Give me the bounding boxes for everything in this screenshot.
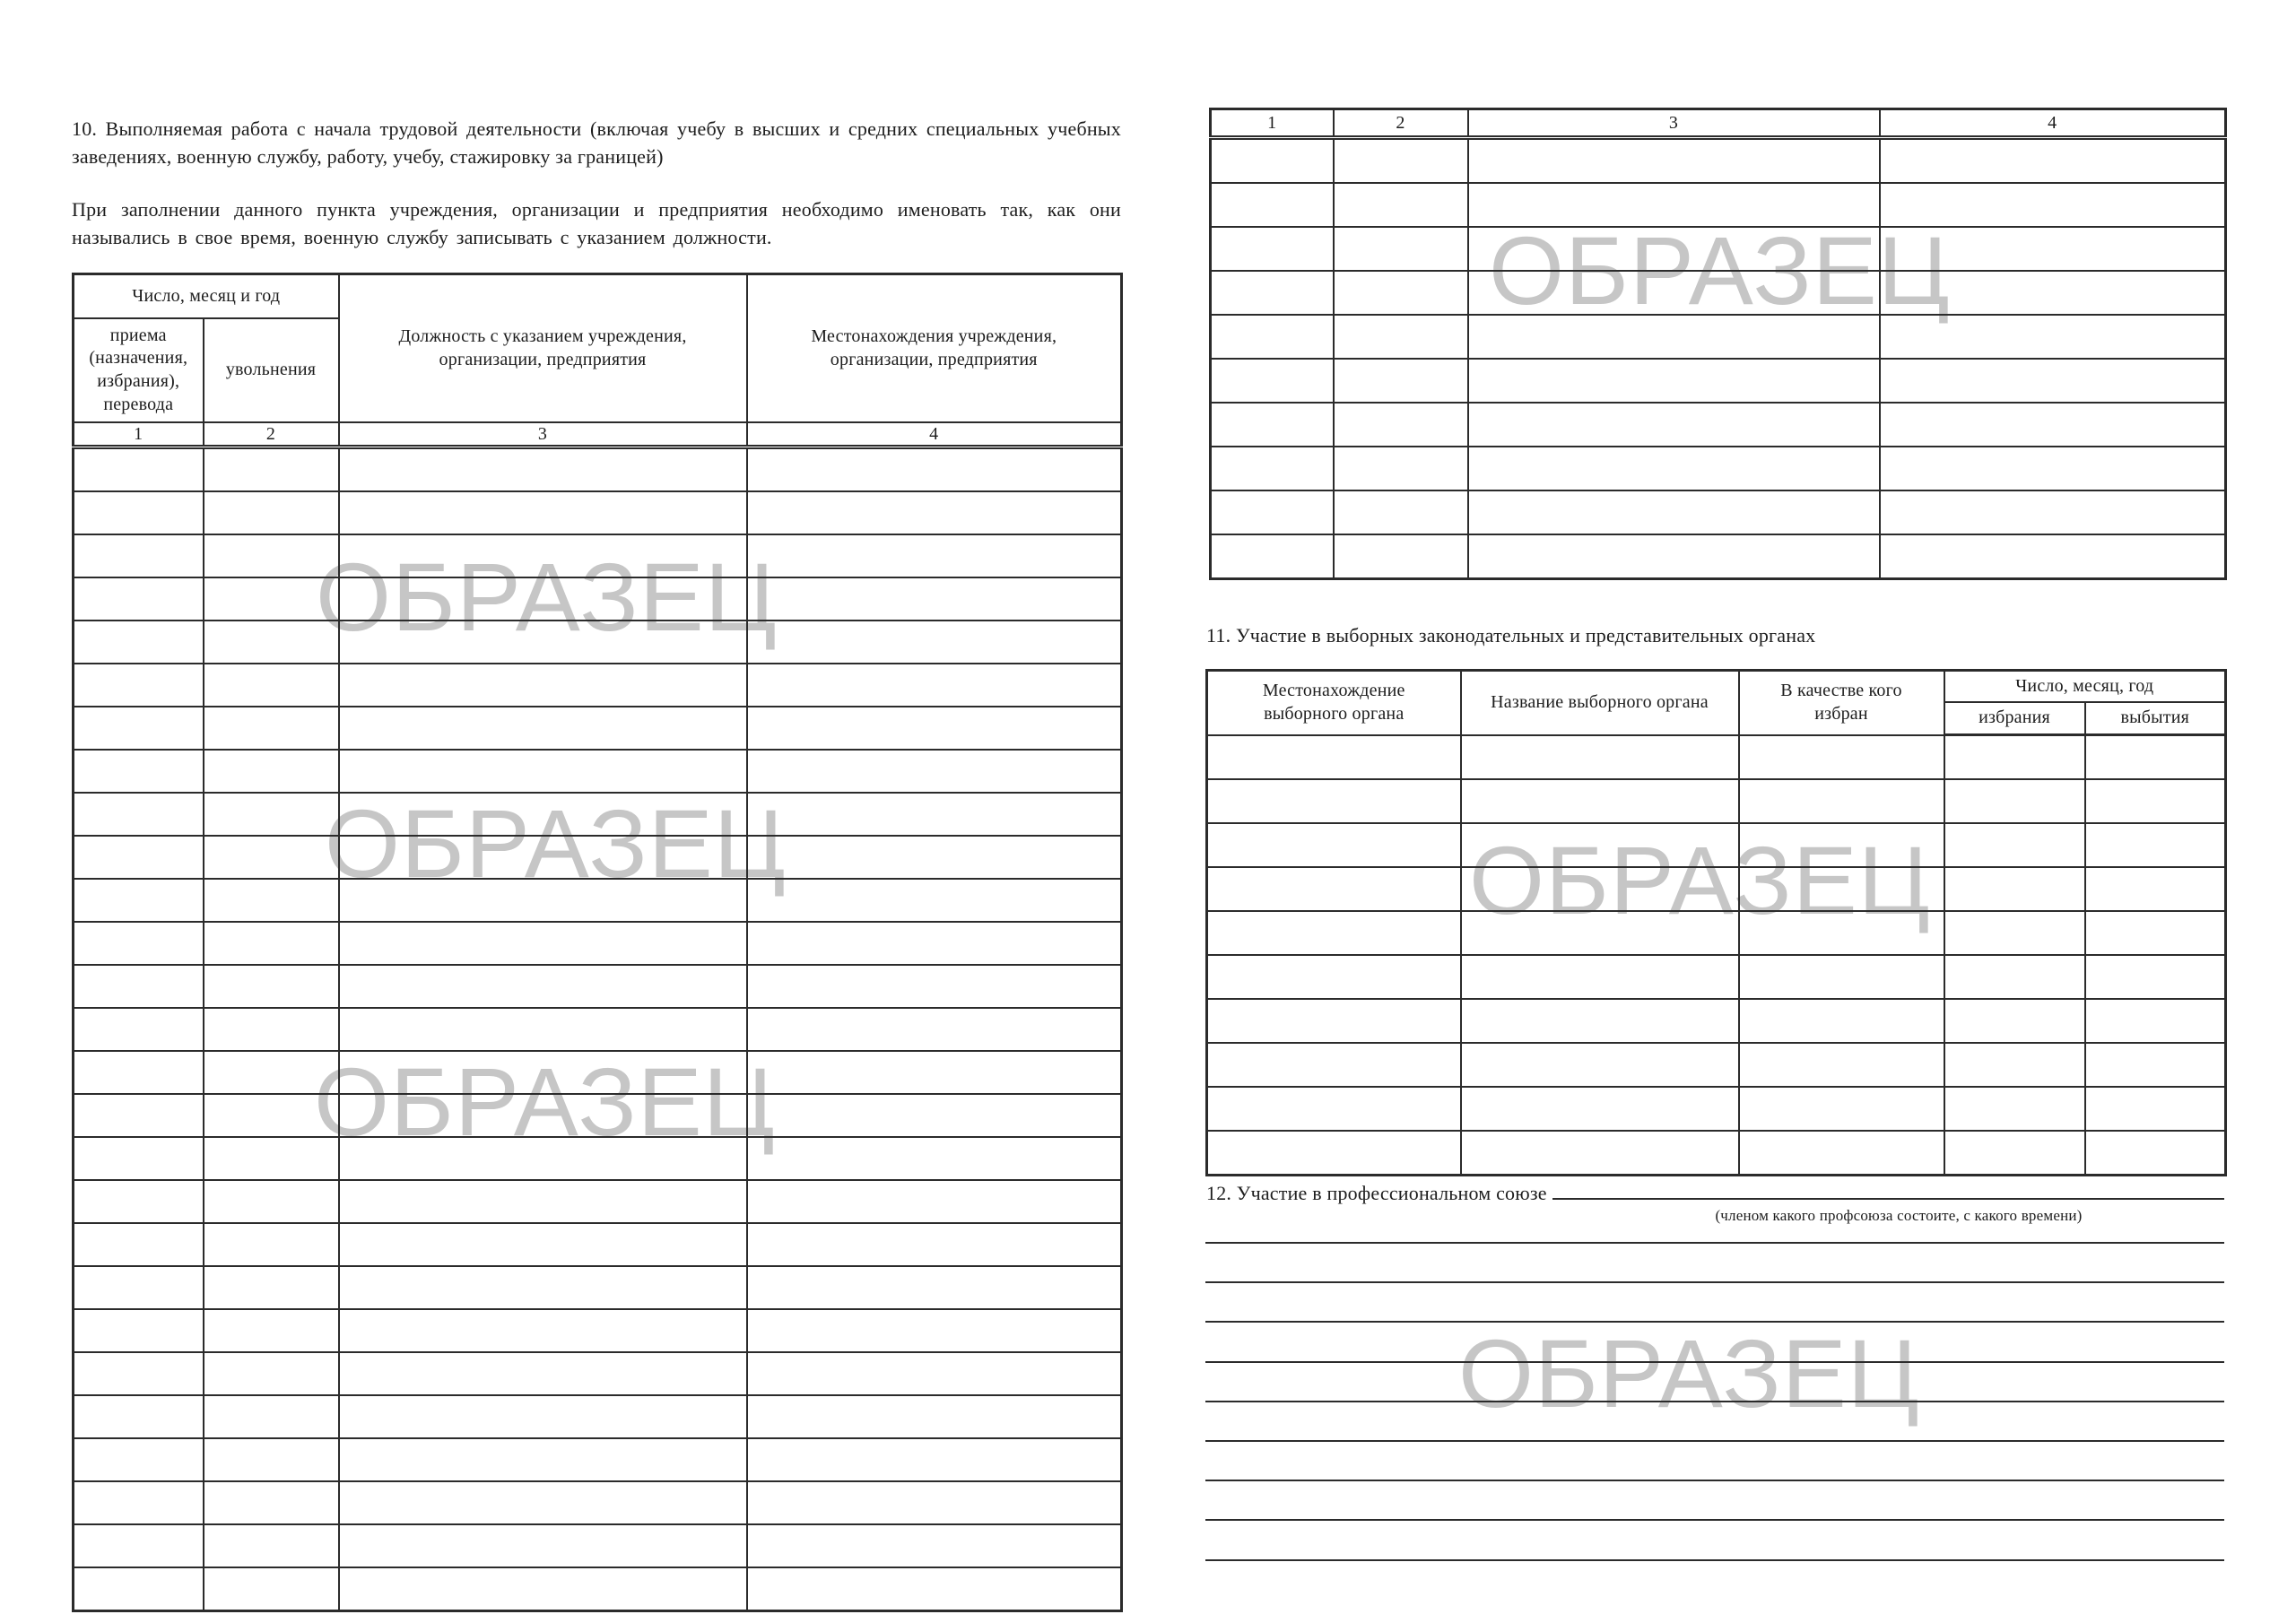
empty-cell <box>1944 955 2085 999</box>
empty-row <box>1207 823 2226 867</box>
column-header-hire-date: приема (назначения, избрания), перевода <box>74 318 204 422</box>
empty-row <box>1211 315 2226 359</box>
column-number: 3 <box>1468 109 1880 138</box>
column-number: 4 <box>1880 109 2226 138</box>
column-number-row <box>74 422 1122 447</box>
empty-cell <box>1334 183 1468 227</box>
empty-cell <box>339 1309 747 1352</box>
empty-cell <box>747 707 1122 750</box>
section12-title: 12. Участие в профессиональном союзе <box>1206 1182 1547 1204</box>
empty-cell <box>1461 955 1739 999</box>
empty-cell <box>1211 534 1334 579</box>
empty-cell <box>204 1395 339 1438</box>
empty-row <box>74 534 1122 577</box>
empty-cell <box>74 879 204 922</box>
empty-cell <box>1468 534 1880 579</box>
empty-cell <box>204 447 339 492</box>
empty-row <box>1207 867 2226 911</box>
empty-row <box>74 793 1122 836</box>
empty-cell <box>74 1266 204 1309</box>
empty-cell <box>74 1395 204 1438</box>
section10-instruction-paragraph: При заполнении данного пункта учреждения, организации и предприятия необходимо именовать так, как они назывались в свое время, военную службу записывать с указанием должности. <box>72 198 1121 248</box>
empty-cell <box>1461 779 1739 823</box>
empty-cell <box>1468 183 1880 227</box>
empty-cell <box>2085 1043 2226 1087</box>
empty-cell <box>747 1094 1122 1137</box>
empty-cell <box>339 1094 747 1137</box>
empty-cell <box>1944 1131 2085 1176</box>
empty-cell <box>74 621 204 664</box>
empty-cell <box>204 1352 339 1395</box>
empty-cell <box>1211 490 1334 534</box>
empty-cell <box>747 793 1122 836</box>
empty-cell <box>339 793 747 836</box>
empty-row <box>74 1137 1122 1180</box>
empty-cell <box>339 1524 747 1567</box>
empty-cell <box>204 1051 339 1094</box>
empty-cell <box>1944 867 2085 911</box>
empty-cell <box>1880 403 2226 447</box>
empty-cell <box>2085 823 2226 867</box>
empty-cell <box>1207 911 1461 955</box>
empty-cell <box>747 1352 1122 1395</box>
empty-cell <box>74 793 204 836</box>
empty-cell <box>74 922 204 965</box>
empty-cell <box>339 707 747 750</box>
empty-row <box>1207 779 2226 823</box>
empty-cell <box>1211 271 1334 315</box>
empty-cell <box>339 1137 747 1180</box>
empty-cell <box>1468 490 1880 534</box>
empty-cell <box>1334 403 1468 447</box>
empty-cell <box>74 1524 204 1567</box>
empty-row <box>1211 183 2226 227</box>
empty-row <box>74 1008 1122 1051</box>
empty-cell <box>1207 823 1461 867</box>
empty-cell <box>204 1180 339 1223</box>
empty-row <box>1211 403 2226 447</box>
empty-row <box>74 491 1122 534</box>
empty-cell <box>2085 779 2226 823</box>
empty-row <box>74 1395 1122 1438</box>
empty-cell <box>204 534 339 577</box>
empty-cell <box>747 922 1122 965</box>
work-history-table <box>72 273 1123 1612</box>
section12-hint: (членом какого профсоюза состоите, с какого времени) <box>1715 1207 2083 1224</box>
empty-row <box>74 621 1122 664</box>
empty-cell <box>747 879 1122 922</box>
column-header-departure-date: выбытия <box>2085 702 2226 735</box>
empty-cell <box>2085 955 2226 999</box>
empty-cell <box>1334 138 1468 184</box>
empty-cell <box>747 1266 1122 1309</box>
section12-title-row <box>1206 1176 2224 1205</box>
empty-cell <box>204 1008 339 1051</box>
empty-cell <box>339 621 747 664</box>
empty-row <box>74 1481 1122 1524</box>
empty-cell <box>74 1309 204 1352</box>
empty-cell <box>1880 227 2226 271</box>
empty-row <box>1207 1131 2226 1176</box>
empty-cell <box>204 707 339 750</box>
empty-cell <box>339 1051 747 1094</box>
empty-cell <box>1468 403 1880 447</box>
empty-row <box>74 1438 1122 1481</box>
empty-cell <box>204 879 339 922</box>
empty-row <box>74 664 1122 707</box>
empty-cell <box>339 1395 747 1438</box>
empty-row <box>74 750 1122 793</box>
column-header-location: Местонахождения учреждения, организации, предприятия <box>747 274 1122 423</box>
empty-cell <box>204 577 339 621</box>
empty-cell <box>1739 1087 1944 1131</box>
work-history-continuation-table <box>1209 108 2227 580</box>
blank-write-line <box>1205 1321 2224 1360</box>
empty-cell <box>204 1223 339 1266</box>
empty-cell <box>339 1567 747 1611</box>
empty-cell <box>204 621 339 664</box>
empty-row <box>74 1352 1122 1395</box>
blank-write-line <box>1205 1242 2224 1281</box>
blank-write-line <box>1205 1480 2224 1519</box>
empty-row <box>74 1094 1122 1137</box>
empty-cell <box>74 1094 204 1137</box>
column-number: 3 <box>339 422 747 447</box>
empty-cell <box>747 491 1122 534</box>
column-header-elected-as: В качестве кого избран <box>1739 671 1944 735</box>
column-number: 1 <box>74 422 204 447</box>
column-number: 4 <box>747 422 1122 447</box>
empty-cell <box>204 1524 339 1567</box>
empty-cell <box>74 1008 204 1051</box>
empty-cell <box>204 922 339 965</box>
empty-cell <box>339 1223 747 1266</box>
empty-cell <box>204 793 339 836</box>
empty-cell <box>2085 1131 2226 1176</box>
empty-cell <box>204 1567 339 1611</box>
column-header-date-group: Число, месяц, год <box>1944 671 2226 703</box>
empty-cell <box>2085 867 2226 911</box>
empty-cell <box>1944 779 2085 823</box>
empty-cell <box>1461 1043 1739 1087</box>
column-header-position: Должность с указанием учреждения, организации, предприятия <box>339 274 747 423</box>
empty-cell <box>1211 315 1334 359</box>
empty-cell <box>1739 867 1944 911</box>
empty-cell <box>1211 359 1334 403</box>
empty-cell <box>339 1180 747 1223</box>
empty-cell <box>1207 735 1461 780</box>
empty-cell <box>1944 1087 2085 1131</box>
empty-cell <box>1334 359 1468 403</box>
empty-cell <box>1468 138 1880 184</box>
empty-cell <box>1739 955 1944 999</box>
empty-cell <box>204 836 339 879</box>
empty-cell <box>747 1438 1122 1481</box>
empty-cell <box>747 534 1122 577</box>
empty-row <box>1207 735 2226 780</box>
blank-write-line <box>1205 1559 2224 1599</box>
empty-cell <box>2085 999 2226 1043</box>
empty-row <box>74 1567 1122 1611</box>
empty-cell <box>339 1008 747 1051</box>
empty-row <box>1211 138 2226 184</box>
empty-cell <box>1739 999 1944 1043</box>
empty-cell <box>747 1137 1122 1180</box>
empty-row <box>74 1309 1122 1352</box>
empty-row <box>74 577 1122 621</box>
empty-cell <box>1207 1043 1461 1087</box>
empty-cell <box>747 577 1122 621</box>
empty-row <box>74 707 1122 750</box>
elected-bodies-table <box>1205 669 2227 1176</box>
empty-cell <box>1334 534 1468 579</box>
obrazec-watermark: ОБРАЗЕЦ <box>1458 1319 1920 1428</box>
obrazec-watermark: ОБРАЗЕЦ <box>325 789 787 898</box>
empty-row <box>1207 1043 2226 1087</box>
empty-row <box>74 1223 1122 1266</box>
column-number-row <box>1211 109 2226 138</box>
empty-cell <box>339 750 747 793</box>
empty-row <box>1211 359 2226 403</box>
empty-cell <box>1739 1131 1944 1176</box>
header-row-group <box>74 274 1122 319</box>
empty-row <box>1207 1087 2226 1131</box>
empty-cell <box>1880 183 2226 227</box>
empty-cell <box>74 965 204 1008</box>
blank-write-line <box>1205 1361 2224 1401</box>
empty-cell <box>74 664 204 707</box>
empty-cell <box>747 1309 1122 1352</box>
empty-cell <box>204 1309 339 1352</box>
empty-cell <box>1461 823 1739 867</box>
empty-cell <box>1207 999 1461 1043</box>
empty-cell <box>339 577 747 621</box>
empty-row <box>74 879 1122 922</box>
column-number: 2 <box>1334 109 1468 138</box>
empty-cell <box>1334 271 1468 315</box>
empty-cell <box>747 1567 1122 1611</box>
section11-title: 11. Участие в выборных законодательных и представительных органах <box>1206 624 1816 647</box>
empty-cell <box>74 534 204 577</box>
empty-cell <box>1461 735 1739 780</box>
empty-row <box>1207 911 2226 955</box>
empty-row <box>1211 490 2226 534</box>
empty-cell <box>1880 447 2226 490</box>
empty-row <box>1211 271 2226 315</box>
empty-cell <box>74 750 204 793</box>
empty-cell <box>1944 1043 2085 1087</box>
empty-row <box>74 1051 1122 1094</box>
empty-cell <box>74 577 204 621</box>
empty-cell <box>1880 534 2226 579</box>
empty-cell <box>74 1481 204 1524</box>
section12-blank-lines <box>1205 1242 2224 1599</box>
empty-cell <box>1211 227 1334 271</box>
empty-row <box>74 1266 1122 1309</box>
empty-cell <box>2085 1087 2226 1131</box>
empty-cell <box>747 447 1122 492</box>
empty-cell <box>1207 779 1461 823</box>
empty-cell <box>1461 1131 1739 1176</box>
empty-cell <box>747 621 1122 664</box>
empty-cell <box>339 1438 747 1481</box>
empty-cell <box>1468 227 1880 271</box>
empty-cell <box>1739 735 1944 780</box>
empty-cell <box>1207 867 1461 911</box>
empty-cell <box>1211 447 1334 490</box>
empty-cell <box>74 1223 204 1266</box>
blank-write-line <box>1205 1519 2224 1558</box>
empty-cell <box>204 750 339 793</box>
empty-cell <box>74 1567 204 1611</box>
empty-cell <box>1461 911 1739 955</box>
empty-cell <box>747 1008 1122 1051</box>
empty-row <box>1207 955 2226 999</box>
empty-cell <box>1739 823 1944 867</box>
empty-cell <box>74 707 204 750</box>
empty-cell <box>747 1223 1122 1266</box>
empty-cell <box>1880 359 2226 403</box>
blank-write-line <box>1205 1440 2224 1480</box>
empty-cell <box>1211 183 1334 227</box>
empty-cell <box>204 1094 339 1137</box>
empty-row <box>74 1524 1122 1567</box>
obrazec-watermark: ОБРАЗЕЦ <box>1469 826 1931 934</box>
empty-cell <box>1944 999 2085 1043</box>
empty-cell <box>747 1395 1122 1438</box>
empty-cell <box>339 922 747 965</box>
empty-cell <box>1211 403 1334 447</box>
empty-cell <box>204 491 339 534</box>
empty-row <box>1211 227 2226 271</box>
empty-cell <box>74 1137 204 1180</box>
empty-cell <box>1944 911 2085 955</box>
empty-cell <box>1334 490 1468 534</box>
empty-cell <box>2085 911 2226 955</box>
empty-cell <box>74 1438 204 1481</box>
column-header-body-location: Местонахождение выборного органа <box>1207 671 1461 735</box>
empty-cell <box>747 1180 1122 1223</box>
empty-cell <box>74 447 204 492</box>
empty-cell <box>339 1352 747 1395</box>
column-header-date-group: Число, месяц и год <box>74 274 339 319</box>
empty-cell <box>74 836 204 879</box>
empty-cell <box>1461 999 1739 1043</box>
column-number: 2 <box>204 422 339 447</box>
empty-row <box>74 1180 1122 1223</box>
obrazec-watermark: ОБРАЗЕЦ <box>1489 216 1951 325</box>
empty-cell <box>1944 735 2085 780</box>
empty-cell <box>747 664 1122 707</box>
empty-cell <box>339 491 747 534</box>
empty-cell <box>1468 359 1880 403</box>
empty-cell <box>1207 955 1461 999</box>
empty-cell <box>74 1352 204 1395</box>
empty-cell <box>339 965 747 1008</box>
empty-cell <box>1468 315 1880 359</box>
empty-row <box>74 922 1122 965</box>
blank-write-line <box>1205 1281 2224 1321</box>
empty-cell <box>204 1137 339 1180</box>
empty-cell <box>74 1051 204 1094</box>
empty-cell <box>204 1266 339 1309</box>
empty-cell <box>1334 447 1468 490</box>
empty-row <box>1207 999 2226 1043</box>
empty-cell <box>74 1180 204 1223</box>
empty-cell <box>204 1481 339 1524</box>
empty-cell <box>747 836 1122 879</box>
empty-cell <box>1739 911 1944 955</box>
column-number: 1 <box>1211 109 1334 138</box>
empty-cell <box>1468 271 1880 315</box>
empty-cell <box>1207 1131 1461 1176</box>
empty-cell <box>204 1438 339 1481</box>
empty-cell <box>1739 779 1944 823</box>
empty-cell <box>1739 1043 1944 1087</box>
empty-cell <box>339 879 747 922</box>
empty-cell <box>1880 315 2226 359</box>
empty-cell <box>1880 138 2226 184</box>
empty-cell <box>1207 1087 1461 1131</box>
empty-cell <box>747 1524 1122 1567</box>
column-header-dismissal-date: увольнения <box>204 318 339 422</box>
blank-write-line <box>1205 1401 2224 1440</box>
empty-cell <box>747 750 1122 793</box>
empty-row <box>1211 534 2226 579</box>
empty-cell <box>1461 1087 1739 1131</box>
empty-cell <box>747 965 1122 1008</box>
empty-cell <box>1334 227 1468 271</box>
empty-cell <box>339 1481 747 1524</box>
empty-cell <box>339 664 747 707</box>
empty-cell <box>1334 315 1468 359</box>
section10-intro-paragraph: 10. Выполняемая работа с начала трудовой деятельности (включая учебу в высших и средних специальных учебных заведениях, военную службу, работу, учебу, стажировку за границей) <box>72 117 1121 168</box>
fill-in-line <box>1552 1176 2224 1200</box>
obrazec-watermark: ОБРАЗЕЦ <box>314 1047 776 1156</box>
header-row-group <box>1207 671 2226 703</box>
empty-row <box>1211 447 2226 490</box>
column-header-election-date: избрания <box>1944 702 2085 735</box>
empty-cell <box>1880 490 2226 534</box>
empty-cell <box>2085 735 2226 780</box>
empty-cell <box>1468 447 1880 490</box>
empty-row <box>74 447 1122 492</box>
column-header-body-name: Название выборного органа <box>1461 671 1739 735</box>
empty-row <box>74 836 1122 879</box>
empty-cell <box>747 1481 1122 1524</box>
empty-cell <box>339 836 747 879</box>
empty-cell <box>204 664 339 707</box>
empty-cell <box>204 965 339 1008</box>
empty-cell <box>747 1051 1122 1094</box>
obrazec-watermark: ОБРАЗЕЦ <box>316 542 778 651</box>
empty-cell <box>1211 138 1334 184</box>
empty-cell <box>1944 823 2085 867</box>
empty-cell <box>1461 867 1739 911</box>
empty-cell <box>74 491 204 534</box>
empty-cell <box>339 534 747 577</box>
empty-cell <box>1880 271 2226 315</box>
empty-cell <box>339 1266 747 1309</box>
empty-cell <box>339 447 747 492</box>
empty-row <box>74 965 1122 1008</box>
